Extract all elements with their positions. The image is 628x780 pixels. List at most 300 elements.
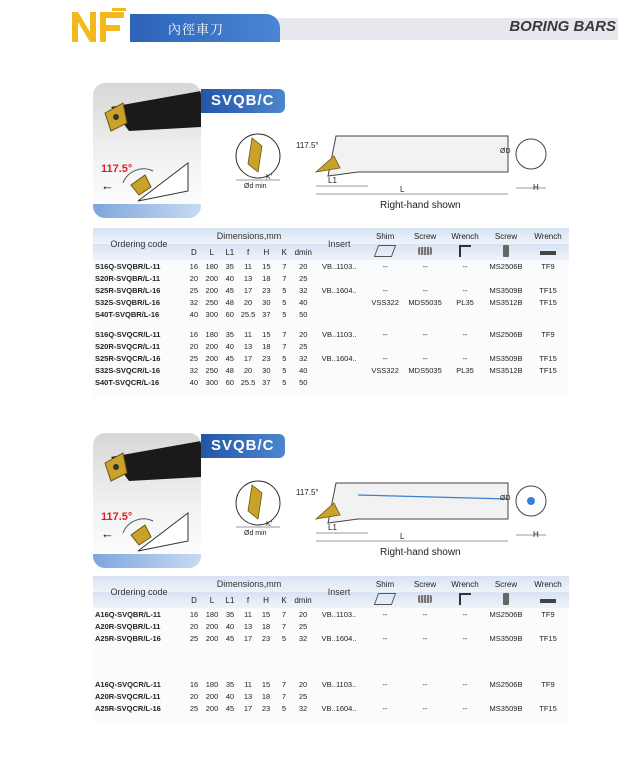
- cell-screw2: [485, 620, 527, 632]
- cell-l1: 45: [225, 633, 235, 643]
- clamp-screw-icon: [485, 244, 527, 260]
- cell-l1: 60: [225, 377, 234, 387]
- cell-h: 18: [261, 691, 271, 701]
- cell-l: 200: [205, 353, 219, 363]
- cell-f: 17: [243, 703, 253, 713]
- cell-h: 37: [262, 309, 271, 319]
- cell-shim: --: [382, 285, 388, 295]
- table-row: [93, 284, 569, 296]
- cell-h: 15: [262, 329, 271, 339]
- cell-l1: 45: [225, 285, 234, 295]
- cell-l: 180: [205, 329, 219, 339]
- cell-l1: 40: [225, 341, 234, 351]
- cell-screw: --: [422, 353, 428, 363]
- cell-code: S32S-SVQBR/L-16: [95, 297, 161, 307]
- cell-screw2: [485, 340, 527, 352]
- cell-wrench2: TF15: [539, 633, 557, 643]
- cell-wrench: PL35: [456, 365, 474, 375]
- cell-l: 180: [205, 609, 219, 619]
- table-group: [93, 678, 569, 714]
- drawing-k-label: K': [266, 174, 273, 181]
- cell-wrench: PL35: [456, 297, 474, 307]
- col-wrench: Wrench: [451, 579, 479, 589]
- cell-wrench2: TF9: [541, 679, 555, 689]
- cell-wrench2: [527, 272, 569, 284]
- cell-screw2: MS3509B: [489, 703, 523, 713]
- cell-insert: VB..1604..: [321, 633, 357, 643]
- cell-wrench2: [527, 620, 569, 632]
- clamp-screw-icon: [485, 592, 527, 608]
- cell-dmin: 20: [298, 679, 308, 689]
- cell-screw2: MS2506B: [489, 609, 523, 619]
- cell-code: S16Q-SVQCR/L-11: [95, 329, 161, 339]
- approach-angle-label: 117.5°: [101, 163, 133, 175]
- cell-h: 30: [262, 297, 271, 307]
- cell-code: A25R-SVQCR/L-16: [95, 703, 161, 713]
- table-row: [93, 678, 569, 690]
- cell-shim: [365, 272, 405, 284]
- cell-d: 40: [189, 309, 198, 319]
- tool-photo: [93, 433, 201, 568]
- cell-l: 200: [205, 621, 219, 631]
- cell-code: S25R-SVQCR/L-16: [95, 353, 161, 363]
- cell-wrench: [445, 272, 485, 284]
- cell-screw2: MS3512B: [489, 365, 523, 375]
- table-row: [93, 340, 569, 352]
- cell-dmin: 40: [299, 365, 308, 375]
- col-dmin: dmin: [294, 247, 312, 257]
- cell-screw: [405, 272, 445, 284]
- cell-insert: VB..1103..: [321, 609, 357, 619]
- cell-screw2: MS3509B: [489, 633, 523, 643]
- cell-dmin: 20: [298, 609, 308, 619]
- cell-screw: --: [422, 703, 428, 713]
- cell-screw: [405, 690, 445, 702]
- cell-screw: --: [422, 633, 428, 643]
- cell-dmin: 50: [299, 309, 308, 319]
- cell-d: 32: [189, 365, 198, 375]
- shim-icon: [365, 244, 405, 260]
- cell-k: 5: [281, 633, 287, 643]
- col-screw: Screw: [413, 231, 437, 241]
- tool-photo: [93, 83, 201, 218]
- cell-insert: VB..1103..: [321, 679, 357, 689]
- drawing-h-label: H: [533, 530, 539, 539]
- cell-d: 32: [189, 297, 198, 307]
- cell-screw2: [485, 690, 527, 702]
- cell-h: 15: [261, 609, 271, 619]
- cell-wrench2: TF15: [539, 297, 557, 307]
- cell-insert: [313, 620, 365, 632]
- cell-screw: --: [422, 679, 428, 689]
- drawing-l1-label: L1: [328, 176, 337, 185]
- model-label: SVQB/C: [201, 434, 285, 458]
- cell-shim: [365, 690, 405, 702]
- col-wrench2: Wrench: [534, 579, 562, 589]
- cell-insert: [313, 376, 365, 388]
- table-row: [93, 364, 569, 376]
- col-shim: Shim: [375, 579, 395, 589]
- col-d: D: [191, 595, 197, 605]
- cell-shim: [365, 620, 405, 632]
- cell-l: 250: [205, 365, 219, 375]
- feed-arrow-icon: ←: [101, 178, 114, 193]
- col-ordering-code: Ordering code: [110, 239, 168, 249]
- cell-insert: VB..1604..: [321, 285, 357, 295]
- cell-k: 7: [281, 621, 287, 631]
- col-k: K: [281, 595, 287, 605]
- cell-l1: 40: [225, 273, 234, 283]
- cell-wrench2: TF9: [541, 609, 555, 619]
- cell-insert: [313, 340, 365, 352]
- cell-screw: --: [422, 285, 428, 295]
- cell-l: 300: [205, 377, 219, 387]
- cell-d: 25: [189, 285, 198, 295]
- cell-screw2: MS2506B: [489, 329, 523, 339]
- col-k: K: [281, 247, 287, 257]
- table-row: [93, 632, 569, 644]
- cell-f: 11: [244, 679, 252, 689]
- cell-l1: 35: [225, 679, 235, 689]
- cell-code: S20R-SVQBR/L-11: [95, 273, 161, 283]
- col-h: H: [263, 595, 269, 605]
- cell-shim: [365, 376, 405, 388]
- cell-k: 7: [282, 273, 287, 283]
- cell-insert: VB..1604..: [321, 703, 357, 713]
- cell-l1: 35: [225, 609, 235, 619]
- cell-dmin: 25: [298, 691, 308, 701]
- cell-screw: MDS5035: [408, 297, 442, 307]
- cell-f: 17: [243, 285, 253, 295]
- table-row: [93, 352, 569, 364]
- spec-table: [93, 228, 569, 396]
- cell-h: 23: [261, 633, 271, 643]
- col-f: f: [246, 595, 250, 605]
- cell-d: 20: [189, 341, 198, 351]
- cell-code: A20R-SVQBR/L-11: [95, 621, 161, 631]
- cell-wrench: [445, 340, 485, 352]
- cell-l: 180: [205, 679, 219, 689]
- cell-l: 300: [205, 309, 219, 319]
- cell-l1: 48: [225, 297, 234, 307]
- cell-code: S40T-SVQCR/L-16: [95, 377, 160, 387]
- cell-wrench: --: [462, 353, 468, 363]
- cell-dmin: 25: [299, 273, 308, 283]
- header-title-cn: 內徑車刀: [168, 23, 225, 38]
- col-dmin: dmin: [294, 595, 312, 605]
- cell-code: A16Q-SVQCR/L-11: [95, 679, 161, 689]
- cell-h: 18: [261, 621, 271, 631]
- cell-k: 5: [282, 285, 287, 295]
- cell-h: 15: [262, 261, 271, 271]
- cell-f: 25.5: [240, 377, 256, 387]
- cell-l: 250: [205, 297, 219, 307]
- cell-l1: 45: [225, 703, 235, 713]
- cell-dmin: 40: [299, 297, 308, 307]
- col-f: f: [246, 247, 250, 257]
- cell-dmin: 32: [298, 703, 308, 713]
- shim-icon: [365, 592, 405, 608]
- cell-f: 17: [243, 633, 253, 643]
- cell-d: 20: [189, 691, 199, 701]
- cell-screw: [405, 308, 445, 320]
- cell-dmin: 20: [299, 261, 308, 271]
- cell-l: 200: [205, 691, 219, 701]
- cell-h: 15: [261, 679, 271, 689]
- cell-wrench: --: [462, 261, 468, 271]
- cell-wrench: --: [462, 329, 468, 339]
- col-insert: Insert: [327, 239, 351, 249]
- screw-icon: [405, 592, 445, 608]
- cell-screw: [405, 340, 445, 352]
- col-h: H: [263, 247, 270, 257]
- cell-f: 20: [243, 297, 253, 307]
- cell-dmin: 32: [298, 633, 308, 643]
- col-d: D: [190, 247, 197, 257]
- cell-insert: VB..1103..: [321, 329, 357, 339]
- cell-shim: --: [382, 609, 388, 619]
- cell-screw2: MS3512B: [489, 297, 523, 307]
- cell-d: 16: [189, 609, 199, 619]
- cell-wrench2: TF15: [539, 353, 557, 363]
- cell-screw2: MS3509B: [489, 285, 523, 295]
- cell-screw: [405, 376, 445, 388]
- drawing-k-label: K': [266, 521, 273, 528]
- cell-shim: [365, 340, 405, 352]
- cell-l: 200: [205, 341, 219, 351]
- cell-h: 23: [261, 703, 271, 713]
- table-group: [93, 608, 569, 644]
- cell-h: 30: [262, 365, 271, 375]
- technical-drawing-icon: [228, 128, 568, 200]
- screw-icon: [405, 244, 445, 260]
- cell-d: 20: [189, 273, 198, 283]
- cell-screw2: [485, 272, 527, 284]
- cell-l: 180: [205, 261, 219, 271]
- cell-wrench2: TF9: [541, 329, 555, 339]
- cell-h: 37: [262, 377, 271, 387]
- cell-shim: --: [382, 353, 388, 363]
- drawing-l-label: L: [400, 185, 405, 194]
- cell-d: 16: [189, 329, 198, 339]
- col-dimensions: Dimensions,mm: [216, 231, 282, 241]
- cell-code: S16Q-SVQBR/L-11: [95, 261, 161, 271]
- col-l: L: [209, 247, 215, 257]
- cell-wrench: --: [462, 633, 468, 643]
- drawing-dmin-label: Ød min: [244, 530, 267, 537]
- cell-wrench2: TF15: [539, 285, 557, 295]
- cell-d: 25: [189, 703, 199, 713]
- cell-l1: 40: [225, 621, 235, 631]
- table-row: [93, 690, 569, 702]
- cell-shim: --: [382, 261, 388, 271]
- cell-l: 200: [205, 633, 219, 643]
- cell-k: 7: [282, 329, 287, 339]
- feed-arrow-icon: ←: [101, 526, 114, 541]
- cell-k: 7: [281, 679, 287, 689]
- cell-d: 25: [189, 353, 198, 363]
- cell-d: 40: [189, 377, 198, 387]
- col-dimensions: Dimensions,mm: [216, 579, 282, 589]
- cell-h: 23: [262, 285, 271, 295]
- cell-screw: [405, 620, 445, 632]
- col-l1: L1: [225, 247, 235, 257]
- cell-code: S25R-SVQBR/L-16: [95, 285, 161, 295]
- cell-shim: --: [382, 679, 388, 689]
- table-row: [93, 620, 569, 632]
- cell-screw2: [485, 308, 527, 320]
- col-screw2: Screw: [494, 579, 518, 589]
- drawing-od-label: ØD: [500, 148, 511, 155]
- cell-dmin: 20: [299, 329, 308, 339]
- col-ordering-code: Ordering code: [110, 587, 168, 597]
- boring-bar-photo-icon: [93, 433, 201, 568]
- col-shim: Shim: [376, 231, 395, 241]
- cell-wrench: [445, 308, 485, 320]
- cell-dmin: 32: [299, 353, 308, 363]
- table-group: [93, 328, 569, 388]
- col-wrench: Wrench: [451, 231, 479, 241]
- cell-k: 7: [282, 341, 287, 351]
- cell-shim: --: [382, 633, 388, 643]
- spec-table: [93, 576, 569, 722]
- cell-l: 200: [205, 285, 219, 295]
- cell-shim: [365, 308, 405, 320]
- cell-dmin: 25: [298, 621, 308, 631]
- cell-f: 13: [243, 273, 253, 283]
- cell-dmin: 50: [299, 377, 308, 387]
- cell-k: 7: [281, 609, 287, 619]
- cell-wrench2: TF9: [541, 261, 555, 271]
- cell-wrench2: [527, 308, 569, 320]
- cell-screw: --: [422, 609, 428, 619]
- header-title-en: BORING BARS: [509, 18, 616, 35]
- cell-insert: [313, 308, 365, 320]
- cell-insert: [313, 690, 365, 702]
- cell-l1: 40: [225, 691, 235, 701]
- cell-screw2: MS3509B: [489, 353, 523, 363]
- wrench-icon: [445, 244, 485, 260]
- model-label: SVQB/C: [201, 89, 285, 113]
- cell-k: 7: [281, 691, 287, 701]
- approach-angle-label: 117.5°: [101, 511, 133, 523]
- cell-screw: MDS5035: [408, 365, 442, 375]
- table-row: [93, 608, 569, 620]
- cell-f: 13: [243, 621, 253, 631]
- cell-insert: [313, 296, 365, 308]
- table-group: [93, 260, 569, 320]
- boring-bar-photo-icon: [93, 83, 201, 218]
- drawing-caption: Right-hand shown: [380, 200, 461, 211]
- drawing-caption: Right-hand shown: [380, 547, 461, 558]
- cell-screw2: MS2506B: [489, 679, 523, 689]
- cell-f: 20: [243, 365, 253, 375]
- cell-l: 200: [205, 273, 219, 283]
- cell-insert: [313, 272, 365, 284]
- cell-wrench: --: [462, 703, 468, 713]
- cell-shim: VSS322: [371, 365, 399, 375]
- cell-insert: VB..1604..: [321, 353, 357, 363]
- cell-code: A16Q-SVQBR/L-11: [95, 609, 161, 619]
- cell-k: 5: [282, 353, 287, 363]
- drawing-angle-label: 117.5°: [296, 488, 319, 497]
- cell-f: 13: [243, 341, 253, 351]
- cell-l1: 48: [225, 365, 234, 375]
- cell-f: 11: [244, 609, 252, 619]
- cell-h: 23: [262, 353, 271, 363]
- cell-f: 25.5: [240, 309, 256, 319]
- cell-k: 5: [282, 297, 287, 307]
- cell-insert: [313, 364, 365, 376]
- cell-wrench: [445, 620, 485, 632]
- company-logo-icon: [68, 6, 130, 46]
- cell-k: 5: [281, 703, 287, 713]
- cell-l1: 35: [225, 261, 234, 271]
- cell-l1: 45: [225, 353, 234, 363]
- cell-code: S20R-SVQCR/L-11: [95, 341, 161, 351]
- cell-wrench: --: [462, 285, 468, 295]
- cell-code: A25R-SVQBR/L-16: [95, 633, 161, 643]
- cell-l1: 35: [225, 329, 234, 339]
- cell-d: 20: [189, 621, 199, 631]
- cell-d: 25: [189, 633, 199, 643]
- cell-code: A20R-SVQCR/L-11: [95, 691, 161, 701]
- cell-k: 5: [282, 309, 287, 319]
- cell-wrench2: [527, 376, 569, 388]
- drawing-dmin-label: Ød min: [244, 183, 267, 190]
- table-row: [93, 272, 569, 284]
- drawing-l1-label: L1: [328, 523, 337, 532]
- col-screw: Screw: [413, 579, 437, 589]
- cell-d: 16: [189, 261, 198, 271]
- table-row: [93, 308, 569, 320]
- torx-wrench-icon: [527, 244, 569, 260]
- cell-wrench2: TF15: [539, 365, 557, 375]
- wrench-icon: [445, 592, 485, 608]
- cell-d: 16: [189, 679, 199, 689]
- cell-code: S32S-SVQCR/L-16: [95, 365, 161, 375]
- cell-wrench2: [527, 340, 569, 352]
- drawing-angle-label: 117.5°: [296, 141, 319, 150]
- col-screw2: Screw: [494, 231, 518, 241]
- cell-l1: 60: [225, 309, 234, 319]
- cell-code: S40T-SVQBR/L-16: [95, 309, 160, 319]
- cell-dmin: 32: [299, 285, 308, 295]
- cell-l: 200: [205, 703, 219, 713]
- cell-k: 5: [282, 377, 287, 387]
- cell-shim: --: [382, 329, 388, 339]
- cell-f: 17: [243, 353, 253, 363]
- col-insert: Insert: [327, 587, 351, 597]
- drawing-h-label: H: [533, 183, 539, 192]
- table-row: [93, 702, 569, 714]
- cell-screw: --: [422, 261, 428, 271]
- drawing-l-label: L: [400, 532, 405, 541]
- cell-dmin: 25: [299, 341, 308, 351]
- table-row: [93, 376, 569, 388]
- cell-shim: --: [382, 703, 388, 713]
- cell-wrench: --: [462, 609, 468, 619]
- cell-screw2: MS2506B: [489, 261, 523, 271]
- cell-wrench2: [527, 690, 569, 702]
- cell-h: 18: [262, 341, 271, 351]
- cell-h: 18: [262, 273, 271, 283]
- cell-insert: VB..1103..: [321, 261, 357, 271]
- cell-k: 7: [282, 261, 287, 271]
- cell-k: 5: [282, 365, 287, 375]
- col-l: L: [209, 595, 215, 605]
- table-row: [93, 296, 569, 308]
